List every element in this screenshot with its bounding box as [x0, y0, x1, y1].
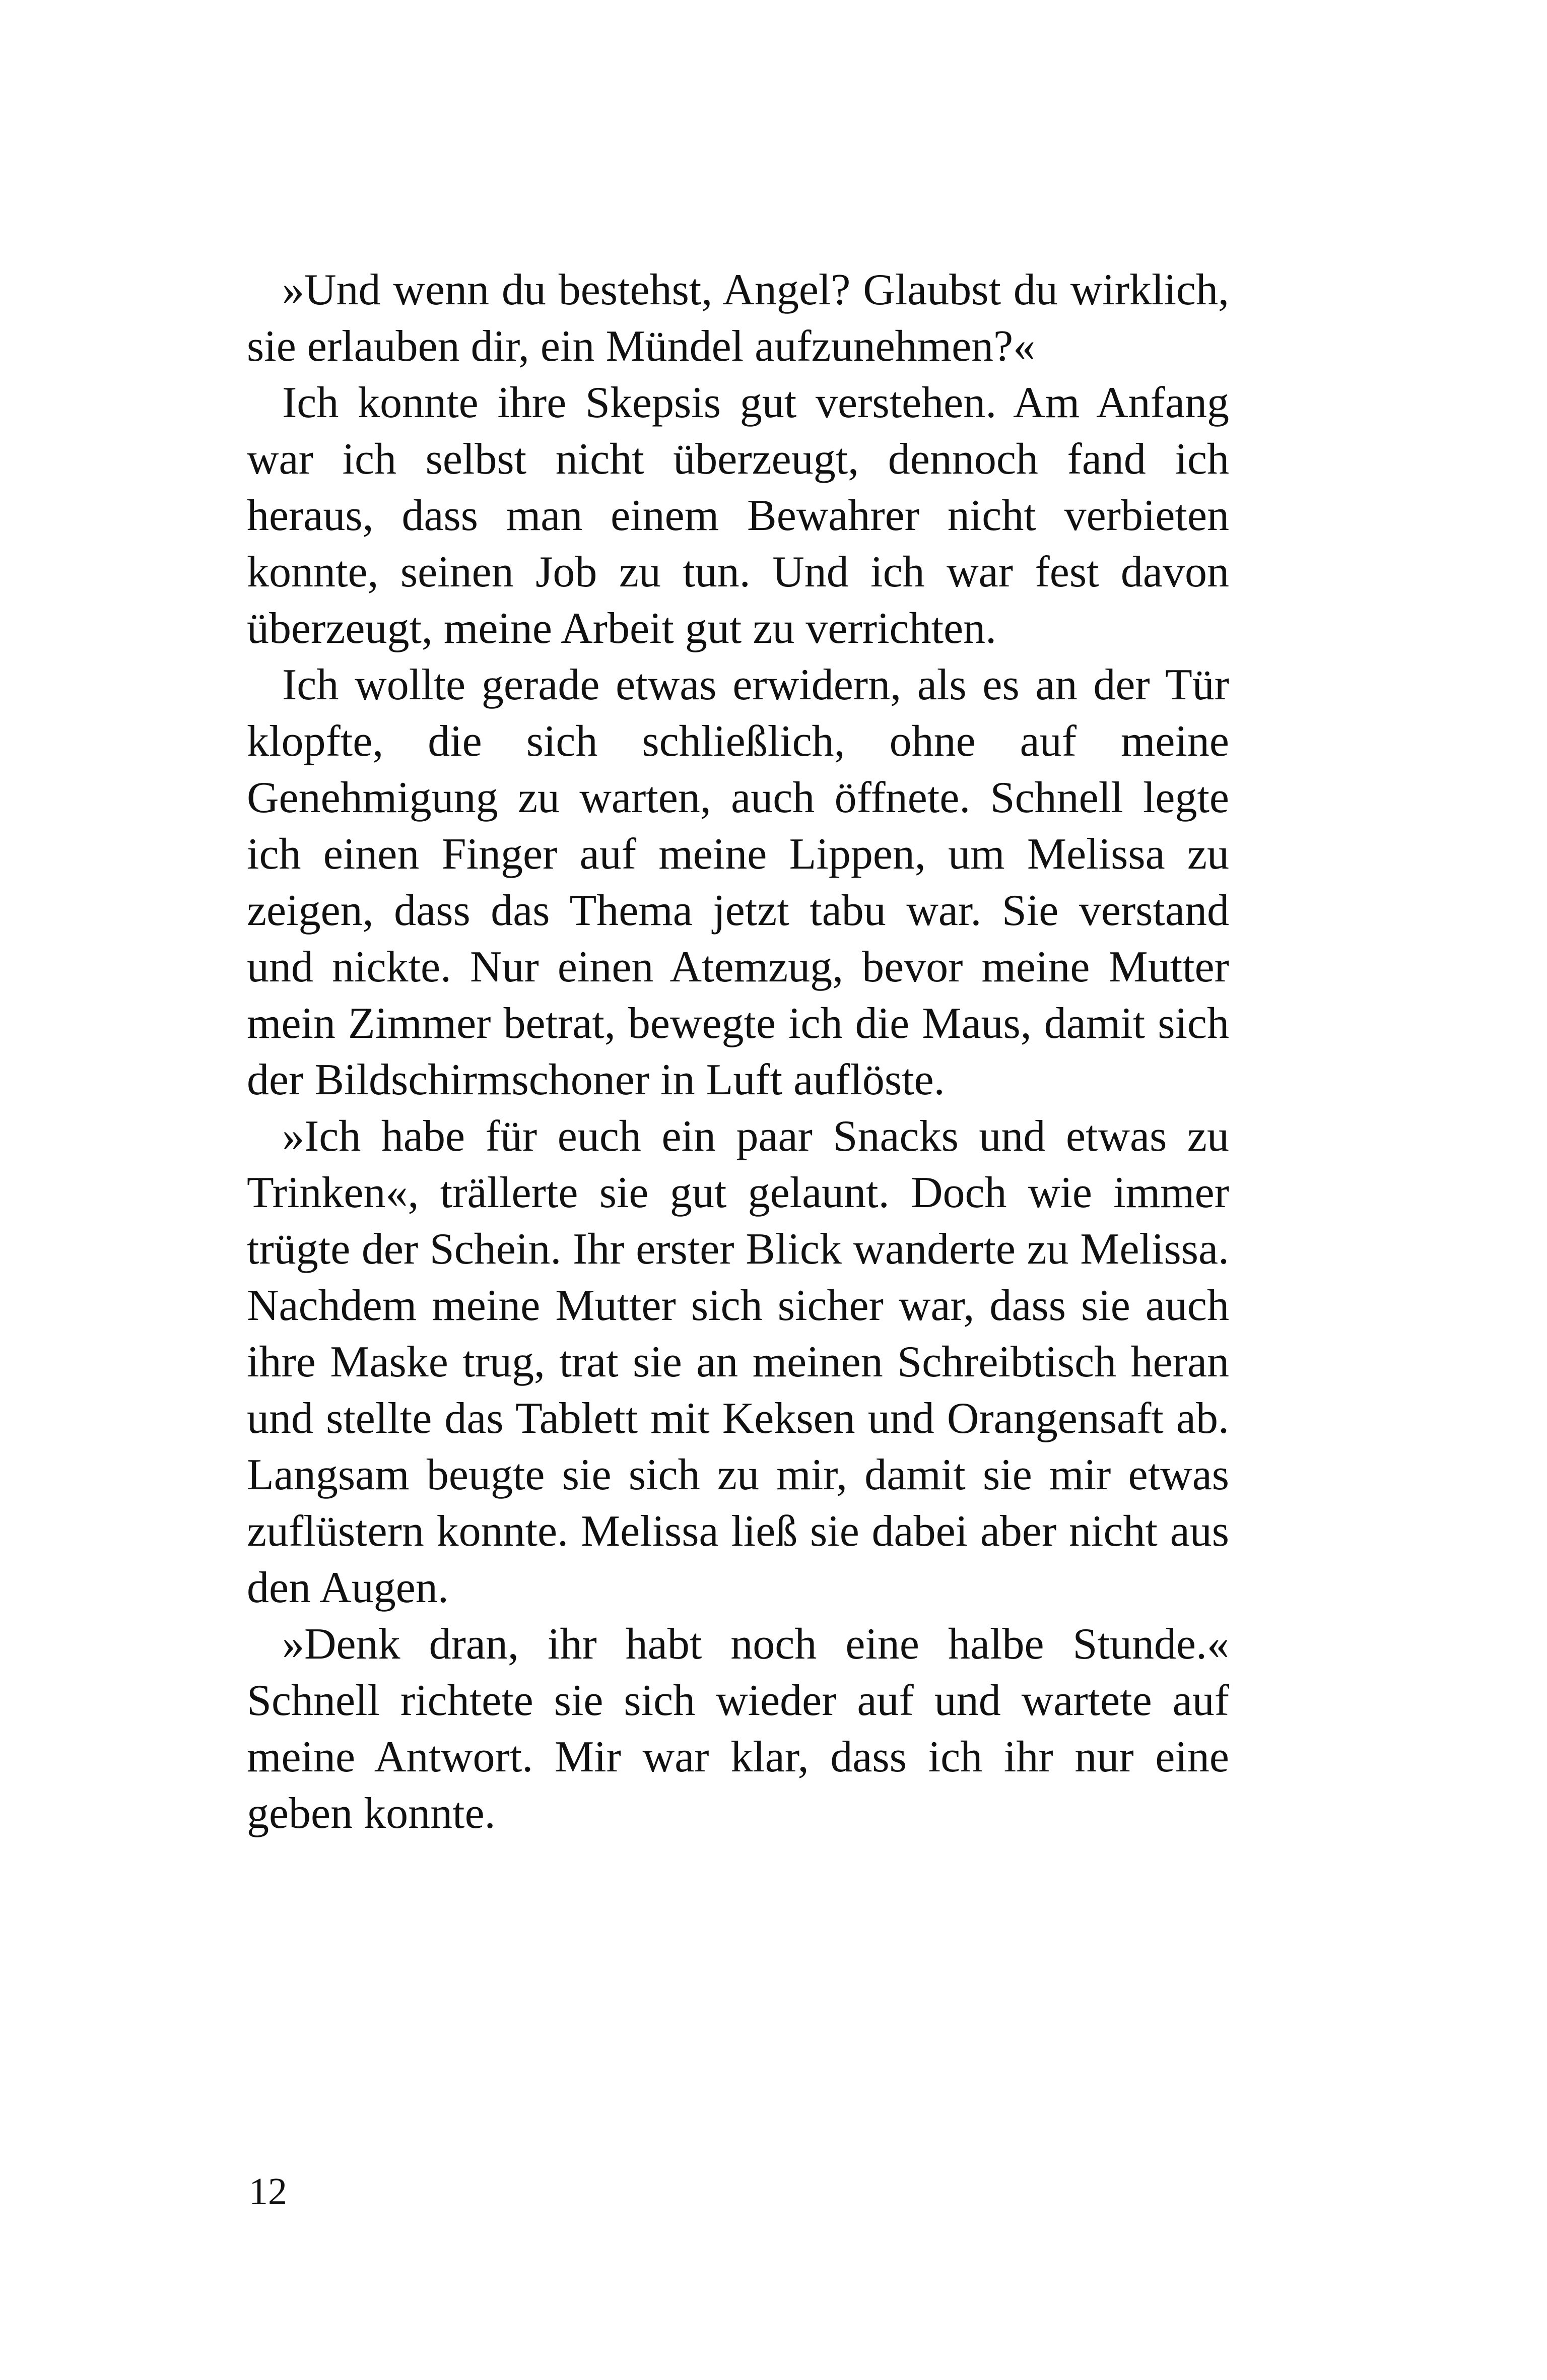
paragraph-4: »Ich habe für euch ein paar Snacks und etwas zu Trinken«, trällerte sie gut gelaunt. Doch wie immer trügte der Schein. Ihr erster Blick wanderte zu Melissa. Nachdem meine Mutter sich sicher war, dass sie auch ihre Maske trug, trat sie an meinen Schreibtisch heran und stellte das Tablett mit Keksen und Orangensaft ab. Langsam beugte sie sich zu mir, damit sie mir etwas zuflüstern konnte. Melissa ließ sie dabei aber nicht aus den Augen. [247, 1112, 1229, 1612]
paragraph-5: »Denk dran, ihr habt noch eine halbe Stunde.« Schnell richtete sie sich wieder auf und wartete auf meine Antwort. Mir war klar, dass ich ihr nur eine geben konnte. [247, 1620, 1229, 1838]
paragraph-2: Ich konnte ihre Skepsis gut verstehen. Am Anfang war ich selbst nicht überzeugt, dennoch fand ich heraus, dass man einem Bewahrer nicht verbieten konnte, seinen Job zu tun. Und ich war fest davon überzeugt, meine Arbeit gut zu verrichten. [247, 378, 1229, 653]
page-number: 12 [249, 2170, 287, 2213]
body-text [247, 262, 1229, 1842]
paragraph-3: Ich wollte gerade etwas erwidern, als es an der Tür klopfte, die sich schließlich, ohne auf meine Genehmigung zu warten, auch öffnete. Schnell legte ich einen Finger auf meine Lippen, um Melissa zu zeigen, dass das Thema jetzt tabu war. Sie verstand und nickte. Nur einen Atemzug, bevor meine Mutter mein Zimmer betrat, bewegte ich die Maus, damit sich der Bildschirmschoner in Luft auflöste. [247, 660, 1229, 1104]
paragraph-1: »Und wenn du bestehst, Angel? Glaubst du wirklich, sie erlauben dir, ein Mündel aufzunehmen?« [247, 266, 1229, 371]
